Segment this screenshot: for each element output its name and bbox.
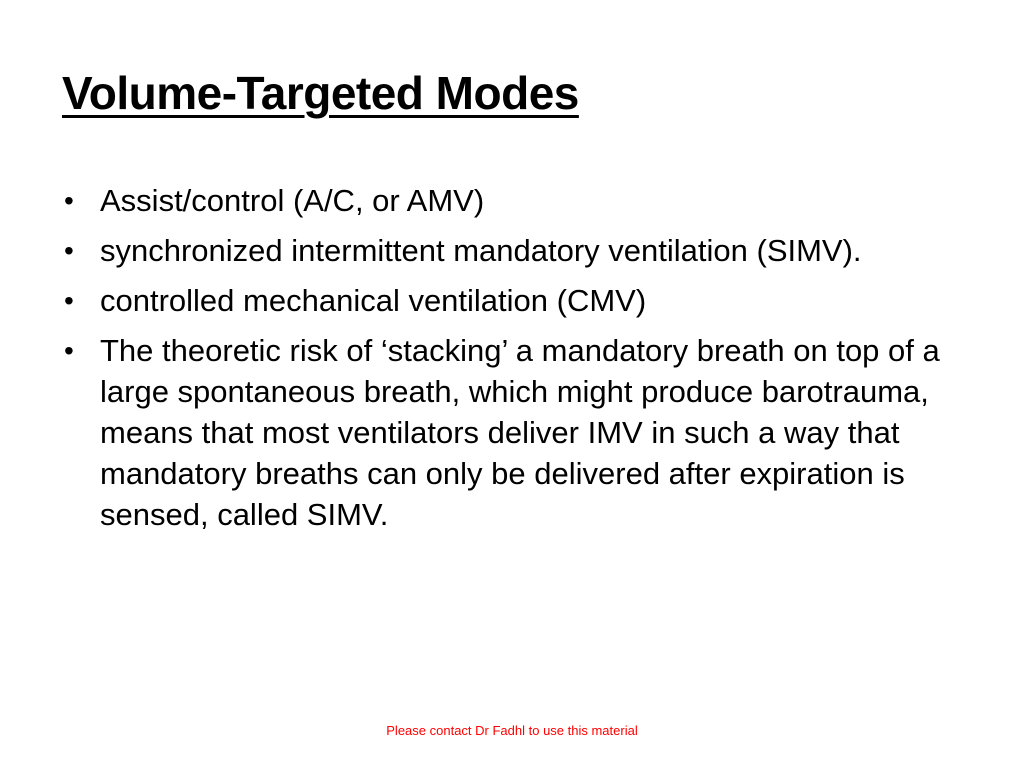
bullet-text: synchronized intermittent mandatory ventilation (SIMV). [100, 233, 862, 268]
bullet-text: The theoretic risk of ‘stacking’ a mandatory breath on top of a large spontaneous breath, which might produce barotrauma, means that most ventilators deliver IMV in such a way that mandatory breaths can only be delivered after expiration is sensed, called SIMV. [100, 333, 940, 532]
bullet-dot-icon: • [64, 285, 74, 316]
bullet-item-assist-control [60, 180, 950, 221]
bullet-dot-icon: • [64, 335, 74, 366]
bullet-dot-icon: • [64, 235, 74, 266]
bullet-dot-icon: • [64, 185, 74, 216]
bullet-list [60, 180, 950, 544]
bullet-item-cmv [60, 280, 950, 321]
slide-title: Volume-Targeted Modes [62, 67, 579, 119]
bullet-text: controlled mechanical ventilation (CMV) [100, 283, 647, 318]
bullet-item-stacking-risk [60, 330, 950, 535]
footer-note: Please contact Dr Fadhl to use this material [386, 723, 638, 738]
bullet-item-simv [60, 230, 950, 271]
bullet-text: Assist/control (A/C, or AMV) [100, 183, 485, 218]
